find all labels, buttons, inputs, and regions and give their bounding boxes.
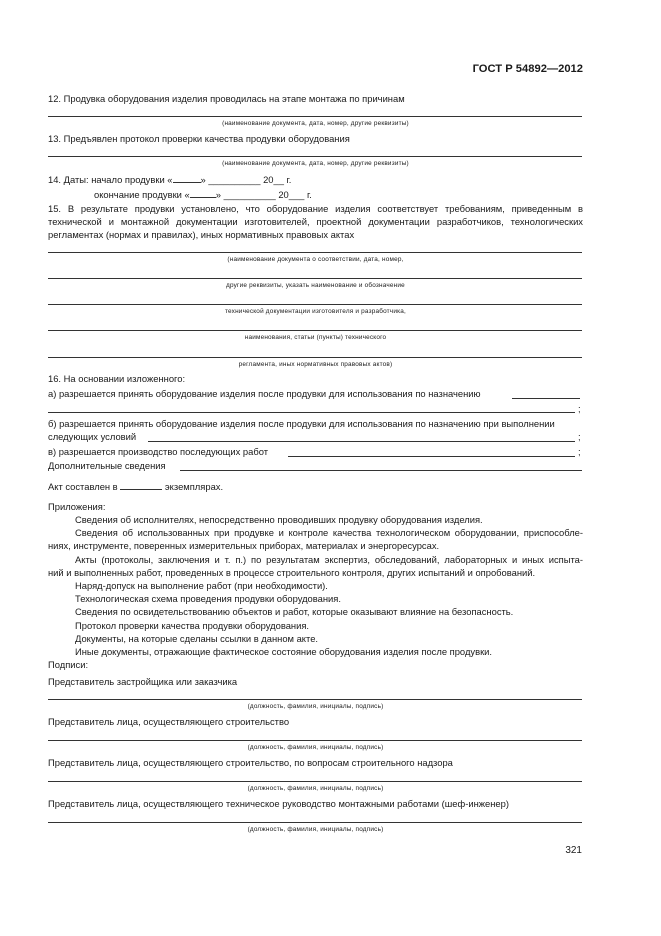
item-15-fill-line-1[interactable] bbox=[48, 252, 582, 253]
item-14-end-prefix: окончание продувки « bbox=[94, 189, 190, 200]
item-16-v-semicolon: ; bbox=[578, 446, 581, 457]
item-15-fill-line-2[interactable] bbox=[48, 278, 582, 279]
item-15-line-3: регламентах (нормах и правилах), иных нормативных правовых актах bbox=[48, 229, 355, 240]
signature-rep-1: Представитель застройщика или заказчика bbox=[48, 676, 238, 687]
item-15-fill-line-4[interactable] bbox=[48, 330, 582, 331]
item-16-heading: 16. На основании изложенного: bbox=[48, 373, 186, 384]
attachment-line: Иные документы, отражающие фактическое состояние оборудования изделия после продувки. bbox=[75, 646, 493, 657]
start-day-field[interactable] bbox=[173, 173, 201, 183]
attachment-line: ний и выполненных работ, проведенных в процессе строительного контроля, других испытаний и опробований. bbox=[48, 566, 536, 578]
item-15-caption-5: регламента, иных нормативных правовых актов) bbox=[238, 361, 393, 368]
item-15-fill-line-5[interactable] bbox=[48, 357, 582, 358]
copies-line bbox=[48, 480, 223, 493]
item-16-a-semicolon: ; bbox=[578, 403, 581, 414]
signature-rep-4: Представитель лица, осуществляющего техническое руководство монтажными работами (шеф-инженер) bbox=[48, 798, 509, 809]
item-14-start-date bbox=[48, 173, 291, 186]
item-14-start-prefix: 14. Даты: начало продувки « bbox=[48, 174, 173, 185]
attachment-line: Технологическая схема проведения продувки оборудования. bbox=[75, 593, 341, 605]
attachment-line: Акты (протоколы, заключения и т. п.) по результатам экспертиз, обследований, лабораторных и иных испыта- bbox=[75, 553, 583, 565]
signature-line-3[interactable] bbox=[48, 781, 582, 782]
attachment-line: ниях, инструменте, поверенных измерительных приборах, материалах и энергоресурсах. bbox=[48, 540, 440, 552]
item-12-text: 12. Продувка оборудования изделия проводилась на этапе монтажа по причинам bbox=[48, 93, 405, 104]
item-15-caption-1: (наименование документа о соответствии, дата, номер, bbox=[227, 256, 404, 263]
item-16-a-fill-short[interactable] bbox=[512, 398, 580, 399]
copies-prefix: Акт составлен в bbox=[48, 481, 118, 492]
item-16-a-text: а) разрешается принять оборудование изделия после продувки для использования по назначению bbox=[48, 388, 481, 399]
end-day-field[interactable] bbox=[190, 188, 216, 198]
item-14-end-suffix: » __________ 20___ г. bbox=[215, 189, 312, 200]
attachment-line: Документы, на которые сделаны ссылки в данном акте. bbox=[75, 632, 319, 644]
signature-rep-3: Представитель лица, осуществляющего строительство, по вопросам строительного надзора bbox=[48, 757, 453, 768]
signature-line-1[interactable] bbox=[48, 699, 582, 700]
standard-number: ГОСТ Р 54892—2012 bbox=[472, 63, 583, 75]
item-15-caption-4: наименования, статьи (пункты) технического bbox=[244, 334, 387, 341]
item-15-caption-3: технической документации изготовителя и разработчика, bbox=[225, 308, 406, 315]
item-15-fill-line-3[interactable] bbox=[48, 304, 582, 305]
attachments-heading: Приложения: bbox=[48, 501, 106, 512]
additional-info-label: Дополнительные сведения bbox=[48, 460, 166, 471]
signature-caption-3: (должность, фамилия, инициалы, подпись) bbox=[247, 785, 384, 792]
item-16-v-fill-line[interactable] bbox=[288, 456, 575, 457]
signature-caption-4: (должность, фамилия, инициалы, подпись) bbox=[247, 826, 384, 833]
item-14-start-suffix: » __________ 20__ г. bbox=[200, 174, 292, 185]
signature-line-2[interactable] bbox=[48, 740, 582, 741]
item-16-b-semicolon: ; bbox=[578, 431, 581, 442]
copies-suffix: экземплярах. bbox=[164, 481, 224, 492]
signature-caption-1: (должность, фамилия, инициалы, подпись) bbox=[247, 703, 384, 710]
additional-info-fill-line[interactable] bbox=[180, 470, 582, 471]
item-15-line-2: технической и монтажной документации изготовителей, проектной документации разработчиков, технологических bbox=[48, 216, 583, 227]
signature-line-4[interactable] bbox=[48, 822, 582, 823]
copies-count-field[interactable] bbox=[120, 480, 162, 490]
item-16-a-fill-line[interactable] bbox=[48, 412, 575, 413]
attachment-line: Сведения по освидетельствованию объектов и работ, которые оказывают влияние на безопасность. bbox=[75, 606, 514, 618]
item-15-line-1: 15. В результате продувки установлено, что оборудование изделия соответствует требованиям, приведенным в bbox=[48, 203, 583, 214]
item-16-b-line-2: следующих условий bbox=[48, 431, 137, 442]
signature-rep-2: Представитель лица, осуществляющего строительство bbox=[48, 716, 290, 727]
item-12-fill-line[interactable] bbox=[48, 116, 582, 117]
item-12-caption: (наименование документа, дата, номер, другие реквизиты) bbox=[222, 120, 409, 127]
item-16-v-text: в) разрешается производство последующих работ bbox=[48, 446, 269, 457]
signature-caption-2: (должность, фамилия, инициалы, подпись) bbox=[247, 744, 384, 751]
item-14-end-date bbox=[94, 188, 312, 201]
item-13-text: 13. Предъявлен протокол проверки качества продувки оборудования bbox=[48, 133, 350, 144]
page-number: 321 bbox=[565, 845, 582, 856]
item-15-caption-2: другие реквизиты, указать наименование и обозначение bbox=[226, 282, 405, 289]
attachment-line: Протокол проверки качества продувки оборудования. bbox=[75, 619, 310, 631]
signatures-heading: Подписи: bbox=[48, 659, 89, 670]
attachment-line: Наряд-допуск на выполнение работ (при необходимости). bbox=[75, 580, 328, 591]
item-16-b-line-1: б) разрешается принять оборудование изделия после продувки для использования по назначению при выполнении bbox=[48, 418, 555, 429]
item-13-fill-line[interactable] bbox=[48, 156, 582, 157]
attachment-line: Сведения об использованных при продувке и контроле качества технологическом оборудовании, приспособле- bbox=[75, 527, 583, 539]
item-13-caption: (наименование документа, дата, номер, другие реквизиты) bbox=[222, 160, 409, 167]
attachment-line: Сведения об исполнителях, непосредственно проводивших продувку оборудования изделия. bbox=[75, 514, 483, 525]
item-16-b-fill-line[interactable] bbox=[148, 441, 575, 442]
